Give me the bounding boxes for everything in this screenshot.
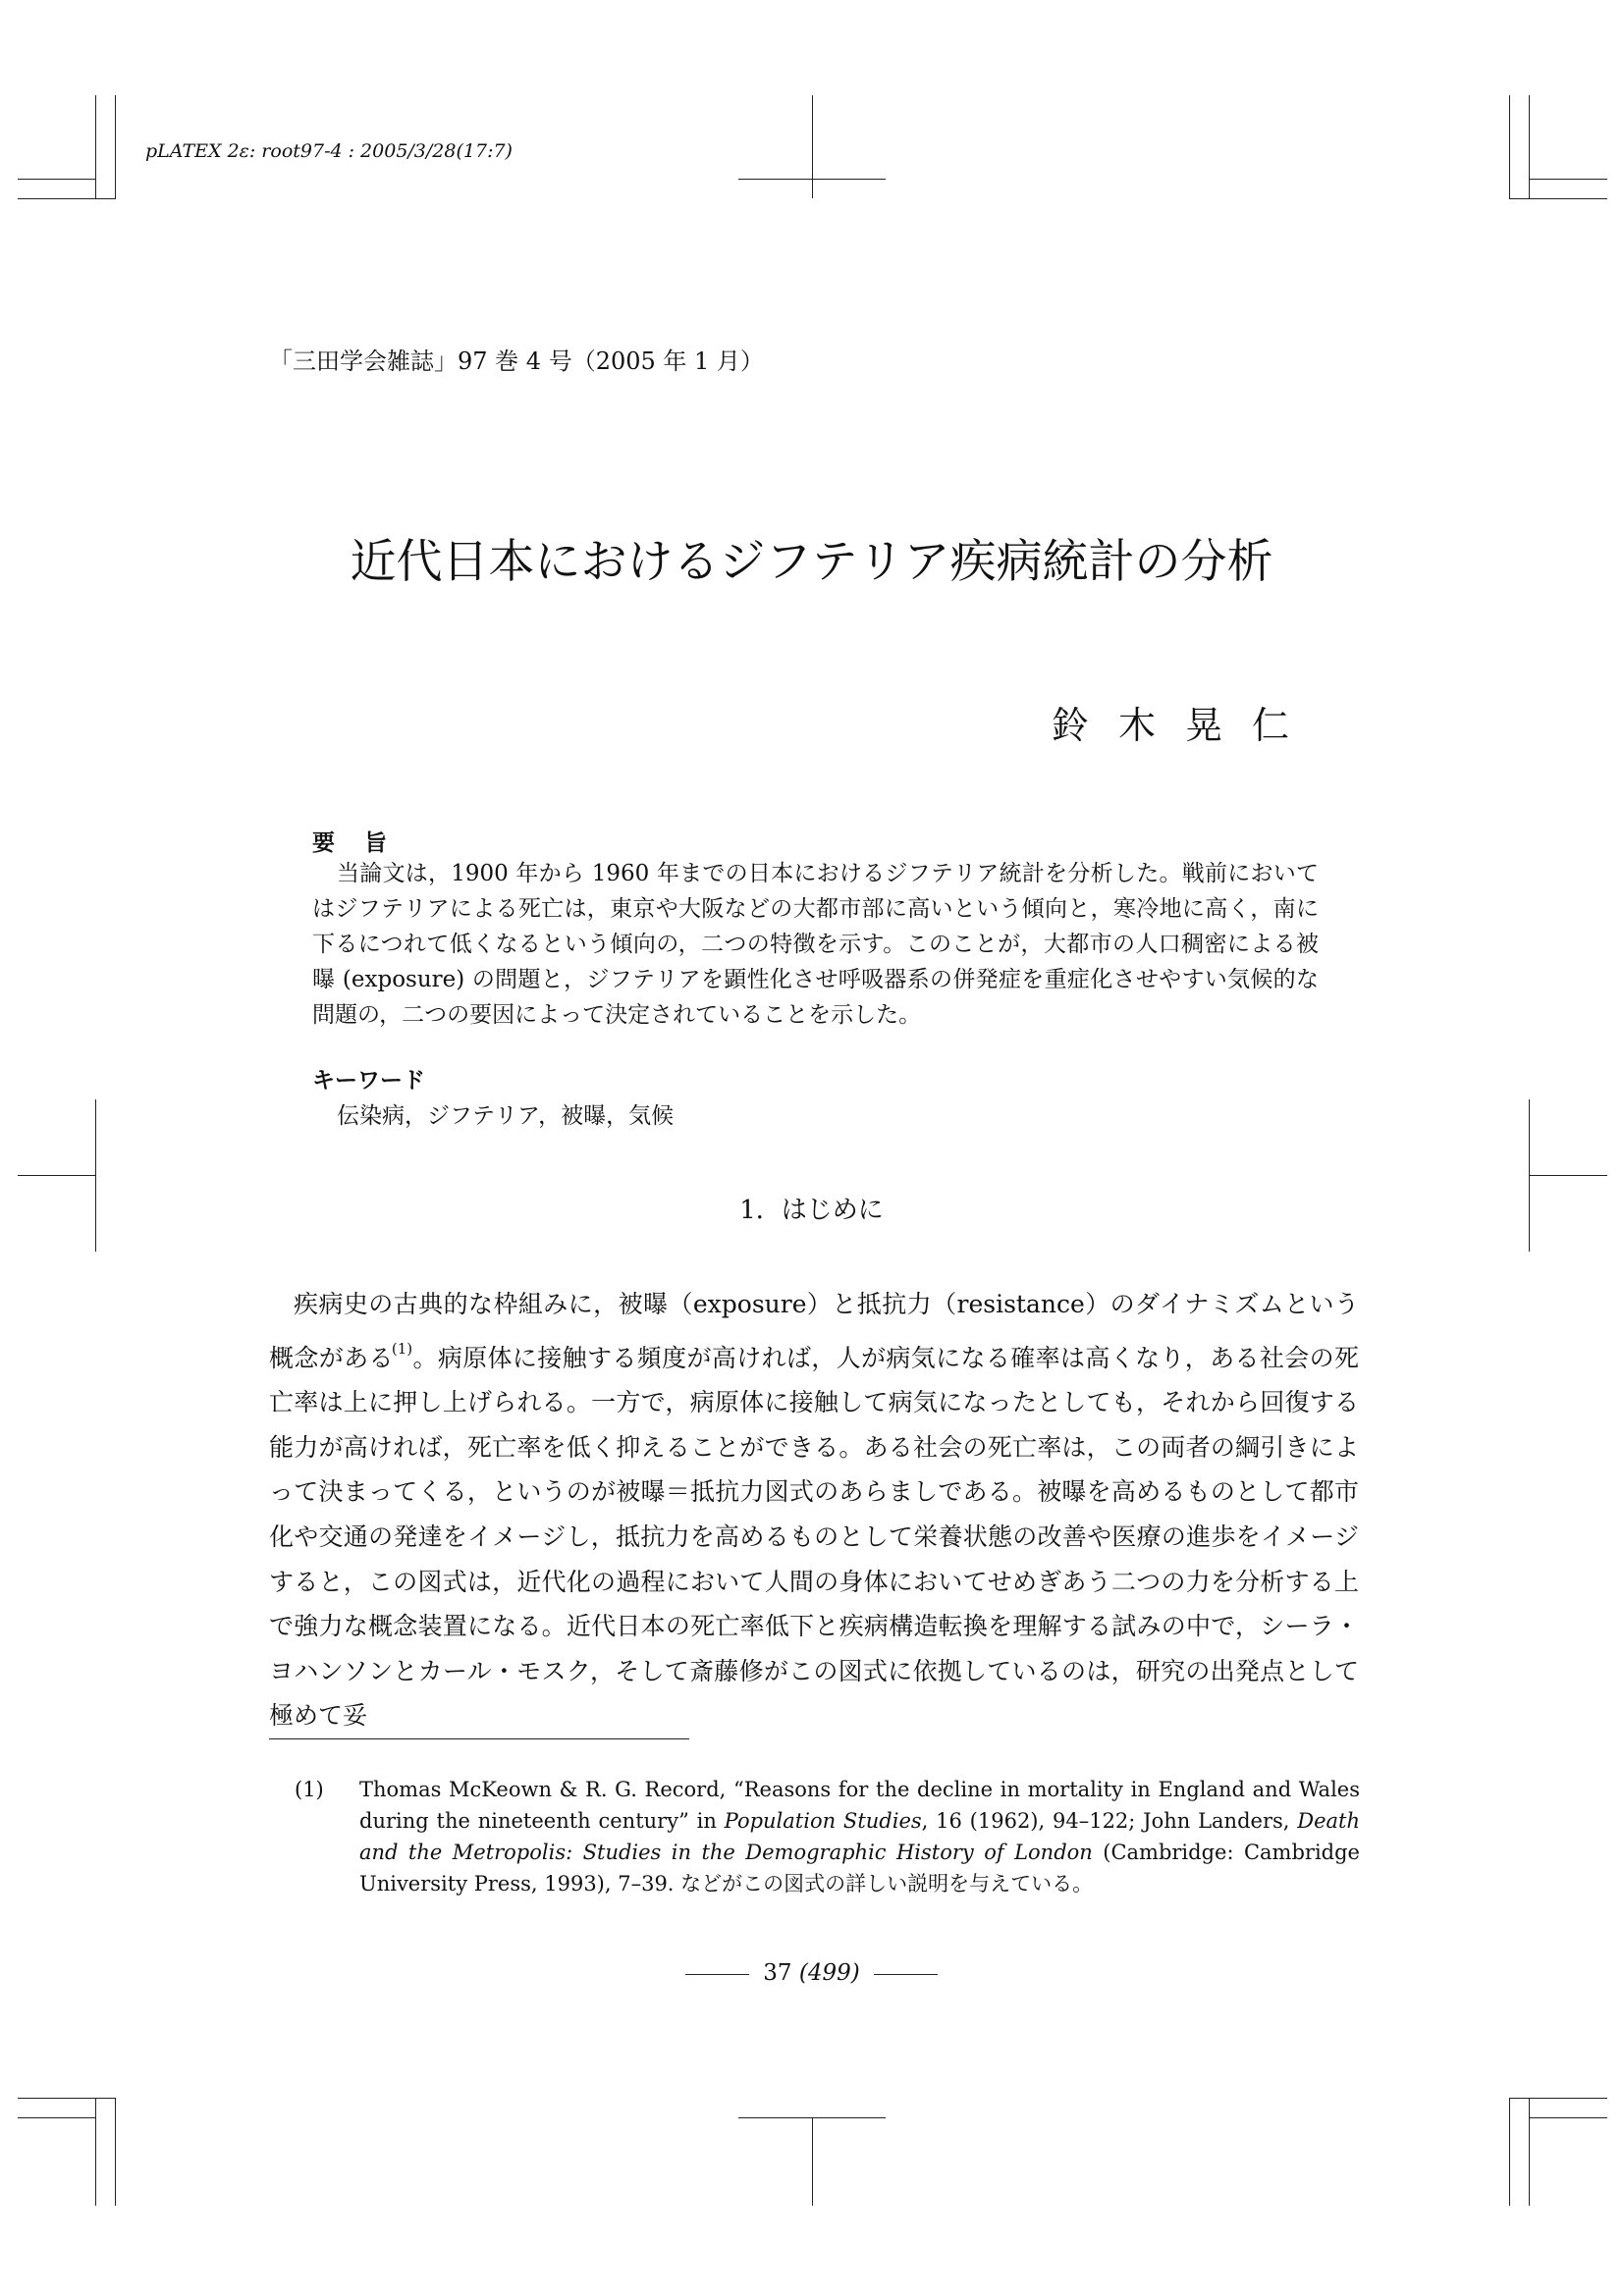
paper-title: 近代日本におけるジフテリア疾病統計の分析	[350, 535, 1273, 589]
abstract-heading: 要旨	[312, 829, 416, 856]
footnote	[295, 1774, 1360, 1899]
page-number-dash	[874, 1974, 938, 1975]
keywords-heading: キーワード	[312, 1067, 425, 1094]
footnote-rule	[269, 1738, 689, 1739]
footnote-number: (1)	[295, 1778, 324, 1801]
keywords-body: 伝染病，ジフテリア，被曝，気候	[337, 1103, 675, 1129]
body-paragraph	[269, 1282, 1359, 1738]
footnote-text-part: Thomas McKeown & R. G. Record, “Reasons for the decline in mortality in England and Wales during the nineteenth century” in	[359, 1778, 1360, 1833]
running-header: pLATEX 2ε: root97-4 : 2005/3/28(17:7)	[145, 140, 513, 162]
page-number	[0, 1960, 1623, 1986]
journal-line: 「三田学会雑誌」97 巻 4 号（2005 年 1 月）	[269, 347, 764, 375]
page-number-current: 37	[763, 1960, 792, 1986]
footnote-text	[359, 1774, 1360, 1899]
section-heading: 1．はじめに	[739, 1196, 884, 1225]
footnote-book-title: Death and the Metropolis: Studies in the Demographic History of London	[359, 1809, 1361, 1864]
page-number-dash	[685, 1974, 749, 1975]
body-text-part: 。病原体に接触する頻度が高ければ，人が病気になる確率は高くなり，ある社会の死亡率は上に押し上げられる。一方で，病原体に接触して病気になったとしても，それから回復する能力が高ければ，死亡率を低く抑えることができる。ある社会の死亡率は，この両者の綱引きによって決まってくる，というのが被曝＝抵抗力図式のあらましである。被曝を高めるものとして都市化や交通の発達をイメージし，抵抗力を高めるものとして栄養状態の改善や医療の進歩をイメージすると，この図式は，近代化の過程において人間の身体においてせめぎあう二つの力を分析する上で強力な概念装置になる。近代日本の死亡率低下と疾病構造転換を理解する試みの中で，シーラ・ヨハンソンとカール・モスク，そして斎藤修がこの図式に依拠しているのは，研究の出発点として極めて妥	[269, 1343, 1359, 1731]
body-text-part: 疾病史の古典的な枠組みに，被曝（exposure）と抵抗力（resistance）のダイナミズムという概念がある	[269, 1290, 1359, 1372]
abstract-body: 当論文は，1900 年から 1960 年までの日本におけるジフテリア統計を分析した。戦前においてはジフテリアによる死亡は，東京や大阪などの大都市部に高いという傾向と，寒冷地に高く，南に下るにつれて低くなるという傾向の，二つの特徴を示す。このことが，大都市の人口稠密による被曝 (exposure) の問題と，ジフテリアを顕性化させ呼吸器系の併発症を重症化させやすい気候的な問題の，二つの要因によって決定されていることを示した。	[312, 861, 1319, 1028]
footnote-text-part: (Cambridge: Cambridge University Press, 1993), 7–39. などがこの図式の詳しい説明を与えている。	[359, 1841, 1360, 1896]
footnote-text-part: , 16 (1962), 94–122; John Landers,	[921, 1809, 1298, 1833]
author-name: 鈴木晃仁	[1051, 704, 1319, 747]
page-number-total: (499)	[798, 1960, 860, 1986]
footnote-reference[interactable]: (1)	[391, 1339, 413, 1358]
footnote-journal-name: Population Studies	[724, 1809, 922, 1833]
